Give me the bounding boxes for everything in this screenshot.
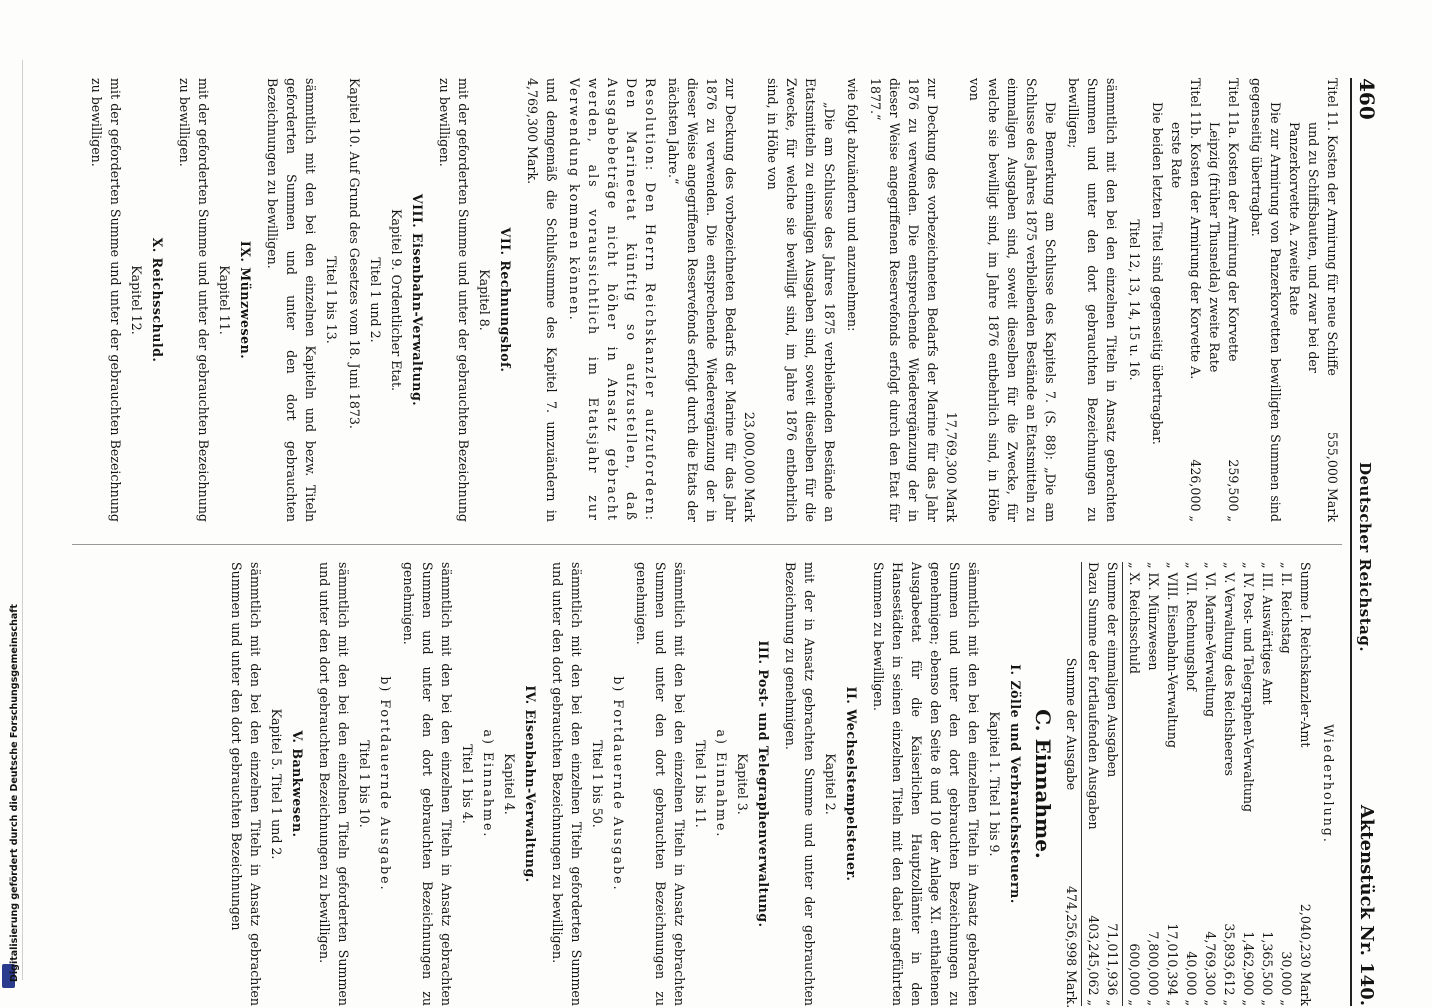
summary-amount: 1,462,900 „ (1241, 931, 1256, 1006)
section-v-heading: V. Bankwesen. (290, 730, 305, 838)
section-viii-kapitel-10: Kapitel 10. Auf Grund des Gesetzes vom 18. Juni 1873. (347, 78, 362, 429)
section-vii-heading: VII. Rechnungshof. (498, 227, 513, 373)
neu-text: „Die am Schlusse des Jahres 1875 verbleibenden Bestände an Etatsmitteln zu einmaligen Ausgaben sind, soweit dieselben für die Zwecke, für welche sie bewilligt sind, im Jahre 1876 entbehrlich sind, in Höhe von (765, 78, 837, 522)
summary-label: „ IV. Post- und Telegraphen-Verwaltung (1241, 562, 1256, 813)
section-iii-b: b) Fortdauernde Ausgabe. (611, 676, 626, 892)
dazu-label: Dazu Summe der fortlaufenden Ausgaben (1086, 562, 1101, 830)
sum-ausgabe-amount: 474,256,998 Mark. (1064, 886, 1079, 1008)
summary-row (1182, 562, 1201, 1006)
summary-amount: 17,010,394 „ (1165, 923, 1180, 1006)
titel-11b-row (1167, 78, 1205, 522)
section-i-text: sämmtlich mit den bei den einzelnen Titeln in Ansatz gebrachten Summen und unter den dort gebrauchten Bezeichnungen zu genehmigen; ebenso den Seite 8 und 10 der Anlage XI. enthaltenen Ausgabeetat für die Kaiserlichen Hauptzollämter in den Hansestädten in seinen einzelnen Titeln mit den dabei angeführten Summen zu bewilligen. (871, 562, 981, 1006)
summary-row (1201, 562, 1220, 1006)
column-divider (72, 544, 1342, 545)
section-viii-heading: VIII. Eisenbahn-Verwaltung. (410, 193, 425, 407)
section-ii-kapitel: Kapitel 2. (823, 753, 838, 815)
summary-label: „ V. Verwaltung des Reichsheeres (1222, 562, 1237, 777)
section-iv-a-titel: Titel 1 bis 4. (460, 744, 475, 824)
section-iii-b-titel: Titel 1 bis 50. (590, 740, 605, 828)
titel-11-amount: 555,000 Mark (1325, 431, 1340, 522)
section-iii-a: a) Einnahme. (714, 729, 729, 839)
titel-11a-text: Titel 11a. Kosten der Armirung der Korvette Leipzig (früher Thusnelda) zweite Rate (1207, 78, 1241, 373)
section-iii-b-text: sämmtlich mit den bei den einzelnen Titeln geforderten Summen und unter den dort gebrauchten Bezeichnungen zu bewilligen. (550, 562, 584, 1006)
neu-continued: zur Deckung des vorbezeichneten Bedarfs der Marine für das Jahr 1876 zu verwenden. Die entsprechende Wiederergänzung der in dieser Weise angegriffenen Reservefonds erfolgt durch die Etats der nächsten Jahre.“ (666, 78, 738, 522)
summary-list (1125, 562, 1315, 1006)
section-ii-text: mit der in Ansatz gebrachten Summe und unter der gebrauchten Bezeichnung zu genehmigen. (783, 562, 817, 1006)
page-edge-line (22, 60, 23, 980)
titel-11a-row (1205, 78, 1243, 522)
summary-label: „ VI. Marine-Verwaltung (1203, 562, 1218, 718)
header-document-number: Aktenstück Nr. 140. (1356, 804, 1377, 1006)
sum-ausgabe-label: Summe der Ausgabe (1064, 657, 1079, 791)
wiederholung-heading: Wiederholung. (1321, 724, 1336, 844)
section-iii-a-titel: Titel 1 bis 11. (693, 740, 708, 828)
header-title: Deutscher Reichstag. (1356, 462, 1374, 653)
summary-label: „ II. Reichstag (1279, 562, 1294, 654)
summary-row (1296, 562, 1315, 1006)
section-iv-heading: IV. Eisenbahn-Verwaltung. (523, 685, 538, 883)
section-ix-text: mit der geforderten Summe und unter der gebrauchten Bezeichnung zu bewilligen. (177, 78, 211, 522)
titel-11a-amount: 259,500 „ (1226, 459, 1241, 522)
page-header (1350, 78, 1378, 1006)
wie-folgt-text: wie folgt abzuändern und anzunehmen: (845, 78, 860, 332)
neu-amount: 23,000,000 Mark (742, 411, 757, 522)
section-viii-kapitel: Kapitel 9. Ordentlicher Etat. (389, 208, 404, 392)
document-page (58, 78, 1378, 1006)
summary-amount: 35,893,612 „ (1222, 923, 1237, 1006)
titel-11-last-note: Die beiden letzten Titel sind gegenseitig übertragbar. (1150, 102, 1165, 445)
section-v-kapitel: Kapitel 5. Titel 1 und 2. (269, 708, 284, 860)
resolution-text: Resolution: Den Herrn Reichskanzler aufzufordern: Den Marineetat künftig so aufzustellen, daß Ausgabebeträge nicht höher in Ansatz gebracht werden, als voraussichtlich im Etatsjahr zur Verwendung kommen können. (567, 78, 658, 522)
bemerkung-text: Die Bemerkung am Schlusse des Kapitels 7. (S. 88): „Die am Schlusse des Jahres 1875 verbleibenden Bestände an Etatsmitteln zu einmaligen Ausgaben sind, soweit dieselben für die Zwecke, für welche sie bewilligt sind, im Jahre 1876 entbehrlich sind, in Höhe von (967, 78, 1058, 522)
section-vii-kapitel: Kapitel 8. (477, 269, 492, 331)
summary-row (1239, 562, 1258, 1006)
summary-label: „ X. Reichsschuld (1127, 562, 1142, 674)
summary-amount: 1,365,500 „ (1260, 931, 1275, 1006)
section-ix-heading: IX. Münzwesen. (238, 240, 253, 360)
summary-row (1125, 562, 1144, 1006)
titel-11-note: Die zur Armirung von Panzerkorvetten bewilligten Summen sind gegenseitig übertragbar. (1249, 78, 1283, 522)
section-iii-kapitel: Kapitel 3. (735, 753, 750, 815)
section-vii-text: mit der geforderten Summe und unter der gebrauchten Bezeichnung zu bewilligen. (437, 78, 471, 522)
section-v-text: sämmtlich mit den bei den einzelnen Titeln in Ansatz gebrachten Summen und unter den dort gebrauchten Bezeichnungen (229, 562, 263, 1006)
left-column (83, 78, 1342, 522)
titel-12-text: sämmtlich mit den bei den einzelnen Titeln in Ansatz gebrachten Summen und unter den dort gebrauchten Bezeichnungen zu bewilligen; (1066, 78, 1119, 522)
titel-11-row (1285, 78, 1342, 522)
summary-amount: 30,000 „ (1279, 951, 1294, 1006)
section-ii-heading: II. Wechselstempelsteuer. (844, 686, 859, 882)
summary-amount: 600,000 „ (1127, 943, 1142, 1006)
sum-einmalig-amount: 71,011,936 „ (1105, 923, 1120, 1006)
bemerkung-continued: zur Deckung des vorbezeichneten Bedarfs der Marine für das Jahr 1876 zu verwenden. Die entsprechende Wiederergänzung der in dieser Weise angegriffenen Reservefonds erfolgt durch den Etat für 1877.“ (868, 78, 940, 522)
section-ix-kapitel: Kapitel 11. (217, 265, 232, 335)
summary-label: „ VII. Rechnungshof (1184, 562, 1199, 691)
scan-credit-strip (0, 0, 18, 1000)
sum-einmalig-label: Summe der einmaligen Ausgaben (1105, 562, 1120, 778)
page-number: 460 (1355, 78, 1379, 120)
section-i-heading: I. Zölle und Verbrauchssteuern. (1008, 664, 1023, 904)
bemerkung-amount-row (942, 78, 961, 522)
summary-row (1144, 562, 1163, 1006)
right-column (223, 562, 1342, 1006)
section-i-kapitel: Kapitel 1. Titel 1 bis 9. (987, 711, 1002, 857)
titel-12-heading: Titel 12, 13, 14, 15 u. 16. (1127, 219, 1142, 381)
titel-11b-amount: 426,000 „ (1188, 459, 1203, 522)
dazu-amount: 403,245,062 „ (1086, 915, 1101, 1006)
section-x-kapitel: Kapitel 12. (129, 265, 144, 335)
summary-row (1277, 562, 1296, 1006)
schluss-text: und demgemäß die Schlußsumme des Kapitel 7. umzuändern in 4,769,300 Mark. (525, 78, 559, 522)
summary-amount: 4,769,300 „ (1203, 931, 1218, 1006)
section-x-heading: X. Reichsschuld. (150, 237, 165, 363)
summary-amount: 40,000 „ (1184, 951, 1199, 1006)
summary-row (1163, 562, 1182, 1006)
neu-amount-row (740, 78, 759, 522)
section-iv-b-titel: Titel 1 bis 10. (357, 740, 372, 828)
section-iv-a-text: sämmtlich mit den bei den einzelnen Titeln in Ansatz gebrachten Summen und unter den dort gebrauchten Bezeichnungen zu genehmigen. (401, 562, 454, 1006)
summary-row (1220, 562, 1239, 1006)
summary-amount: 7,800,000 „ (1146, 931, 1161, 1006)
sum-ausgabe-row (1062, 562, 1082, 1006)
titel-11-text: Titel 11. Kosten der Armirung für neue Schiffe und zu Schiffsbauten, und zwar bei der Panzerkorvette A. zweite Rate (1287, 78, 1340, 376)
bemerkung-amount: 17,769,300 Mark (944, 411, 959, 522)
summary-amount: 2,040,230 Mark (1298, 903, 1313, 1006)
section-viii-titel-2: Titel 1 bis 13. (324, 256, 339, 344)
dazu-row (1084, 562, 1103, 1006)
section-iv-a: a) Einnahme. (481, 729, 496, 839)
section-iii-a-text: sämmtlich mit den bei den einzelnen Titeln in Ansatz gebrachten Summen und unter den dort gebrauchten Bezeichnungen zu genehmigen. (634, 562, 687, 1006)
section-x-text: mit der geforderten Summe und unter der gebrauchten Bezeichnung zu bewilligen. (89, 78, 123, 522)
section-iii-heading: III. Post- und Telegraphenverwaltung. (756, 640, 771, 928)
summary-label: „ III. Auswärtiges Amt (1260, 562, 1275, 705)
sum-einmalig-row (1103, 562, 1123, 1006)
section-c-heading: C. Einnahme. (1031, 709, 1055, 859)
section-iv-b-text: sämmtlich mit den bei den einzelnen Titeln geforderten Summen und unter den dort gebrauchten Bezeichnungen zu bewilligen. (317, 562, 351, 1006)
summary-label: Summe I. Reichskanzler-Amt (1298, 562, 1313, 748)
summary-label: „ VIII. Eisenbahn-Verwaltung (1165, 562, 1180, 749)
section-viii-text: sämmtlich mit den bei den einzelnen Kapiteln und bezw. Titeln geforderten Summen und unter den dort gebrauchten Bezeichnungen zu bewilligen. (265, 78, 318, 522)
scan-credit-text: Digitalisierung gefördert durch die Deutsche Forschungsgemeinschaft (9, 604, 20, 982)
summary-row (1258, 562, 1277, 1006)
section-viii-titel: Titel 1 und 2. (368, 257, 383, 343)
summary-label: „ IX. Münzwesen (1146, 562, 1161, 671)
section-iv-kapitel: Kapitel 4. (502, 753, 517, 815)
section-iv-b: b) Fortdauernde Ausgabe. (378, 676, 393, 892)
titel-11b-text: Titel 11b. Kosten der Armirung der Korvette A. erste Rate (1169, 78, 1203, 380)
